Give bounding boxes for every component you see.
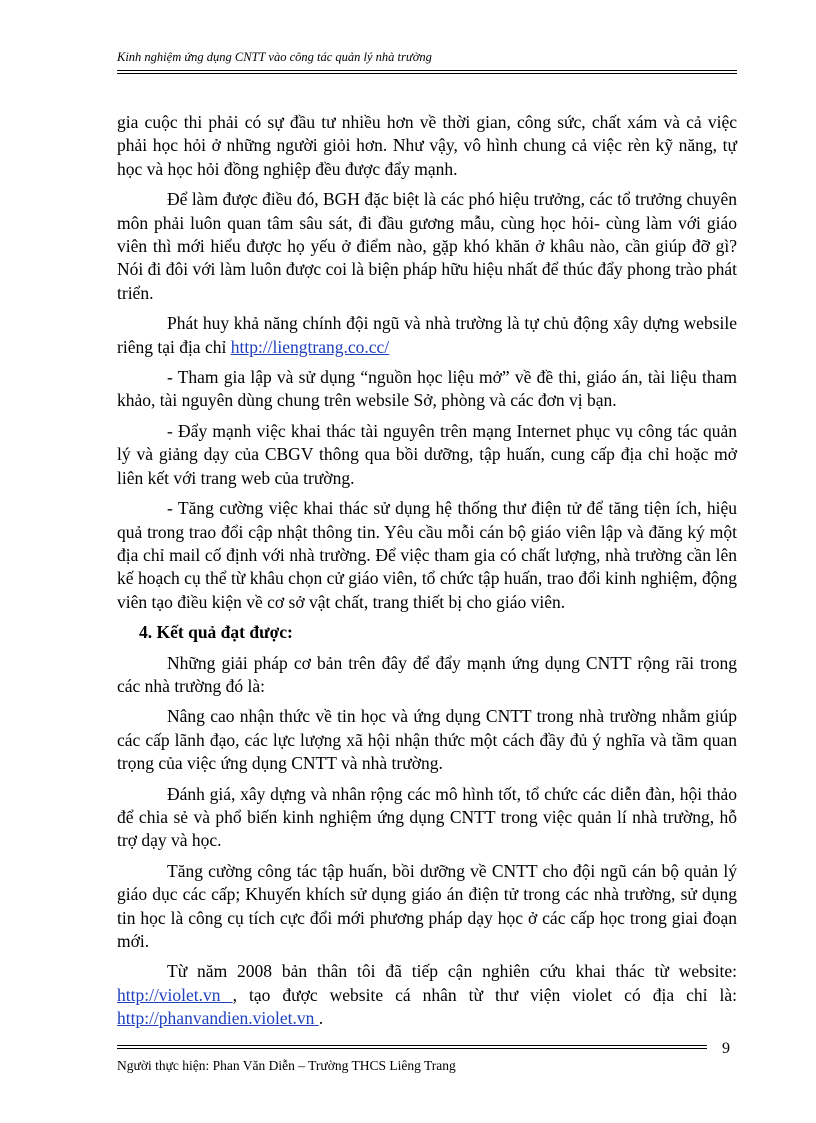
page-number: 9	[722, 1040, 730, 1057]
paragraph	[117, 960, 737, 1030]
section-heading: 4. Kết quả đạt được:	[139, 622, 293, 643]
paragraph	[117, 312, 737, 359]
paragraph-text: .	[318, 1008, 324, 1029]
paragraph: - Tham gia lập và sử dụng “nguồn học liệu mở” về đề thi, giáo án, tài liệu tham khảo, tài nguyên dùng chung trên websile Sở, phòng và các đơn vị bạn.	[117, 367, 737, 411]
paragraph-text: Phát huy khả năng chính đội ngũ và nhà trường là tự chủ động xây dựng websile riêng tại địa chỉ	[117, 313, 737, 357]
document-body	[117, 111, 737, 1038]
running-header: Kinh nghiệm ứng dụng CNTT vào công tác quản lý nhà trường	[117, 50, 432, 64]
paragraph: Để làm được điều đó, BGH đặc biệt là các phó hiệu trưởng, các tổ trưởng chuyên môn phải luôn quan tâm sâu sát, đi đầu gương mẫu, cùng học hỏi- cùng làm với giáo viên thì mới hiểu được họ yếu ở điểm nào, gặp khó khăn ở khâu nào, cần giúp đỡ gì? Nói đi đôi với làm luôn được coi là biện pháp hữu hiệu nhất để thúc đẩy phong trào phát triển.	[117, 189, 737, 303]
personal-site-link[interactable]: http://phanvandien.violet.vn	[117, 1008, 319, 1029]
footer-author: Người thực hiện: Phan Văn Diễn – Trường THCS Liêng Trang	[117, 1058, 456, 1073]
paragraph: gia cuộc thi phải có sự đầu tư nhiều hơn về thời gian, công sức, chất xám và cả việc phải học hỏi ở những người giỏi hơn. Như vậy, vô hình chung cả việc rèn kỹ năng, tự học và học hỏi đồng nghiệp đều được đẩy mạnh.	[117, 112, 737, 179]
violet-link[interactable]: http://violet.vn	[117, 984, 233, 1005]
website-link[interactable]: http://liengtrang.co.cc/	[230, 336, 390, 357]
footer-rule	[117, 1045, 707, 1049]
paragraph: - Đẩy mạnh việc khai thác tài nguyên trên mạng Internet phục vụ công tác quản lý và giảng dạy của CBGV thông qua bồi dưỡng, tập huấn, cung cấp địa chỉ hoặc mở liên kết với trang web của trường.	[117, 420, 737, 488]
paragraph-text: Từ năm 2008 bản thân tôi đã tiếp cận nghiên cứu khai thác từ website:	[167, 961, 737, 982]
header-rule	[117, 70, 737, 74]
paragraph: Những giải pháp cơ bản trên đây để đẩy mạnh ứng dụng CNTT rộng rãi trong các nhà trường đó là:	[117, 652, 737, 696]
paragraph: Tăng cường công tác tập huấn, bồi dưỡng về CNTT cho đội ngũ cán bộ quản lý giáo dục các cấp; Khuyến khích sử dụng giáo án điện tử trong các nhà trường, sử dụng tin học là công cụ tích cực đổi mới phương pháp dạy học ở các cấp học trong giai đoạn mới.	[117, 860, 737, 951]
paragraph: - Tăng cường việc khai thác sử dụng hệ thống thư điện tử để tăng tiện ích, hiệu quả trong trao đổi cập nhật thông tin. Yêu cầu mỗi cán bộ giáo viên lập và đăng ký một địa chỉ mail cố định với nhà trường. Để việc tham gia có chất lượng, nhà trường cần lên kế hoạch cụ thể từ khâu chọn cử giáo viên, tổ chức tập huấn, trao đổi kinh nghiệm, động viên tạo điều kiện về cơ sở vật chất, trang thiết bị cho giáo viên.	[117, 498, 737, 612]
paragraph-text: , tạo được website cá nhân từ thư viện violet có địa chỉ là:	[232, 984, 737, 1005]
paragraph: Đánh giá, xây dựng và nhân rộng các mô hình tốt, tổ chức các diễn đàn, hội thảo để chia sẻ và phổ biến kinh nghiệm ứng dụng CNTT trong việc quản lí nhà trường, hỗ trợ dạy và học.	[117, 783, 737, 851]
paragraph: Nâng cao nhận thức về tin học và ứng dụng CNTT trong nhà trường nhằm giúp các cấp lãnh đạo, các lực lượng xã hội nhận thức một cách đầy đủ ý nghĩa và tầm quan trọng của việc ứng dụng CNTT và nhà trường.	[117, 706, 737, 774]
